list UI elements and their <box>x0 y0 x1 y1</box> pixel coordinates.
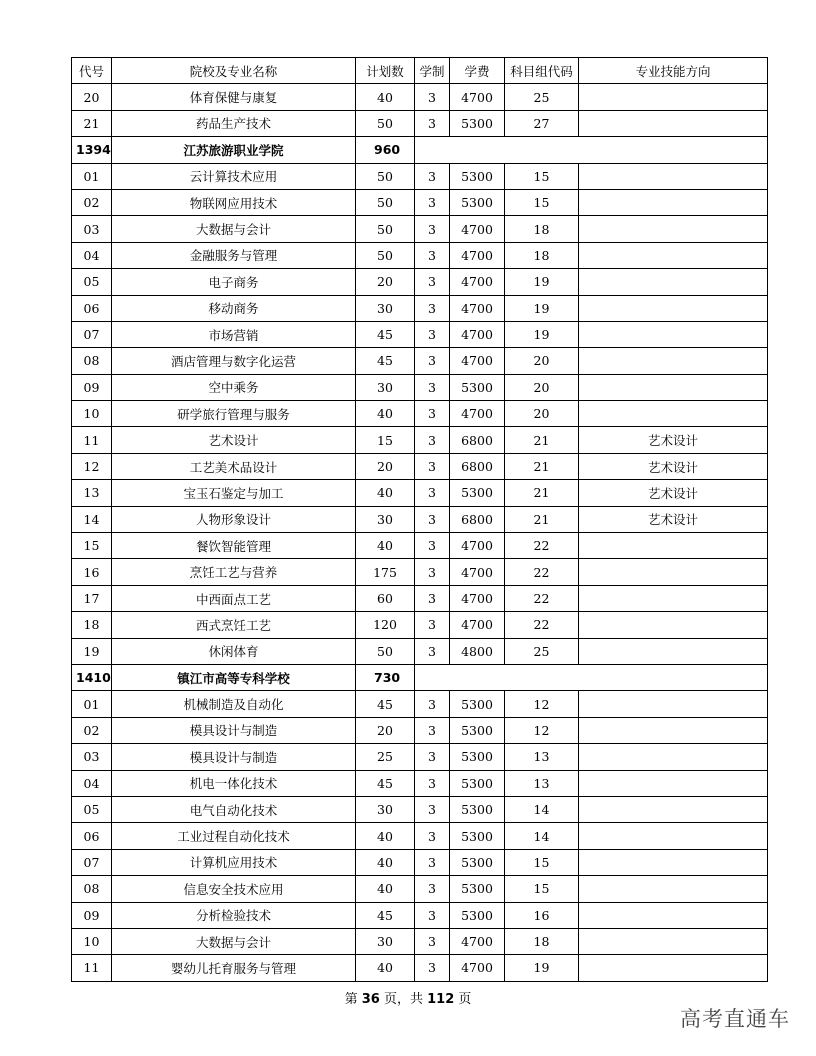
major-plan: 30 <box>356 374 415 400</box>
major-subject: 15 <box>505 189 579 215</box>
major-skill <box>579 612 768 638</box>
major-skill <box>579 295 768 321</box>
major-years: 3 <box>415 295 450 321</box>
major-subject: 15 <box>505 163 579 189</box>
major-row <box>72 876 768 902</box>
major-skill <box>579 638 768 664</box>
major-fee: 5300 <box>450 823 505 849</box>
major-fee: 4700 <box>450 84 505 110</box>
major-name: 体育保健与康复 <box>112 84 356 110</box>
major-subject: 13 <box>505 744 579 770</box>
major-years: 3 <box>415 638 450 664</box>
major-skill <box>579 348 768 374</box>
major-subject: 21 <box>505 480 579 506</box>
major-fee: 4700 <box>450 242 505 268</box>
major-skill <box>579 321 768 347</box>
major-years: 3 <box>415 216 450 242</box>
major-code: 01 <box>72 691 112 717</box>
major-fee: 5300 <box>450 717 505 743</box>
major-years: 3 <box>415 427 450 453</box>
table-body <box>72 84 768 981</box>
major-name: 餐饮智能管理 <box>112 533 356 559</box>
major-plan: 20 <box>356 269 415 295</box>
major-subject: 20 <box>505 401 579 427</box>
major-row <box>72 321 768 347</box>
header-fee: 学费 <box>450 58 505 84</box>
major-row <box>72 427 768 453</box>
major-fee: 4700 <box>450 295 505 321</box>
major-years: 3 <box>415 110 450 136</box>
major-plan: 50 <box>356 110 415 136</box>
major-plan: 45 <box>356 348 415 374</box>
major-skill <box>579 770 768 796</box>
header-name: 院校及专业名称 <box>112 58 356 84</box>
major-name: 物联网应用技术 <box>112 189 356 215</box>
major-name: 艺术设计 <box>112 427 356 453</box>
major-years: 3 <box>415 612 450 638</box>
major-skill <box>579 823 768 849</box>
major-years: 3 <box>415 269 450 295</box>
major-years: 3 <box>415 585 450 611</box>
major-fee: 5300 <box>450 744 505 770</box>
major-fee: 4700 <box>450 955 505 981</box>
major-fee: 4700 <box>450 401 505 427</box>
major-code: 02 <box>72 189 112 215</box>
major-plan: 45 <box>356 691 415 717</box>
major-fee: 5300 <box>450 849 505 875</box>
major-subject: 25 <box>505 84 579 110</box>
major-skill <box>579 189 768 215</box>
major-code: 20 <box>72 84 112 110</box>
major-subject: 14 <box>505 796 579 822</box>
major-plan: 25 <box>356 744 415 770</box>
major-fee: 5300 <box>450 163 505 189</box>
page-number: 36 <box>361 992 380 1007</box>
major-years: 3 <box>415 480 450 506</box>
major-fee: 4700 <box>450 216 505 242</box>
major-name: 云计算技术应用 <box>112 163 356 189</box>
major-subject: 12 <box>505 691 579 717</box>
major-plan: 20 <box>356 453 415 479</box>
footer-prefix: 第 <box>344 992 362 1007</box>
major-plan: 40 <box>356 480 415 506</box>
school-plan-total: 960 <box>356 137 415 163</box>
major-years: 3 <box>415 770 450 796</box>
major-name: 信息安全技术应用 <box>112 876 356 902</box>
major-fee: 5300 <box>450 110 505 136</box>
major-row <box>72 955 768 981</box>
header-plan: 计划数 <box>356 58 415 84</box>
major-skill <box>579 955 768 981</box>
major-name: 模具设计与制造 <box>112 717 356 743</box>
major-row <box>72 163 768 189</box>
major-code: 07 <box>72 321 112 347</box>
major-years: 3 <box>415 902 450 928</box>
major-fee: 4700 <box>450 928 505 954</box>
major-plan: 30 <box>356 506 415 532</box>
major-skill <box>579 744 768 770</box>
major-subject: 19 <box>505 269 579 295</box>
major-code: 07 <box>72 849 112 875</box>
major-years: 3 <box>415 321 450 347</box>
major-name: 大数据与会计 <box>112 216 356 242</box>
major-row <box>72 902 768 928</box>
major-code: 16 <box>72 559 112 585</box>
major-skill <box>579 585 768 611</box>
major-skill <box>579 84 768 110</box>
major-subject: 22 <box>505 559 579 585</box>
school-code: 1410 <box>72 664 112 690</box>
major-name: 分析检验技术 <box>112 902 356 928</box>
major-plan: 40 <box>356 401 415 427</box>
major-subject: 14 <box>505 823 579 849</box>
major-skill <box>579 163 768 189</box>
major-code: 03 <box>72 216 112 242</box>
major-code: 09 <box>72 902 112 928</box>
major-subject: 16 <box>505 902 579 928</box>
major-row <box>72 110 768 136</box>
major-subject: 22 <box>505 585 579 611</box>
school-row-blank <box>415 137 768 163</box>
major-skill <box>579 216 768 242</box>
major-fee: 6800 <box>450 453 505 479</box>
major-plan: 175 <box>356 559 415 585</box>
major-row <box>72 506 768 532</box>
major-code: 02 <box>72 717 112 743</box>
major-name: 人物形象设计 <box>112 506 356 532</box>
watermark-text: 高考直通车 <box>680 1007 790 1031</box>
major-subject: 22 <box>505 612 579 638</box>
major-plan: 20 <box>356 717 415 743</box>
major-subject: 19 <box>505 955 579 981</box>
major-skill <box>579 401 768 427</box>
major-code: 04 <box>72 770 112 796</box>
major-subject: 21 <box>505 506 579 532</box>
major-plan: 45 <box>356 902 415 928</box>
major-years: 3 <box>415 691 450 717</box>
major-subject: 19 <box>505 321 579 347</box>
major-fee: 4700 <box>450 348 505 374</box>
major-code: 17 <box>72 585 112 611</box>
major-years: 3 <box>415 928 450 954</box>
major-skill <box>579 533 768 559</box>
header-skill: 专业技能方向 <box>579 58 768 84</box>
footer-suffix: 页 <box>454 992 472 1007</box>
major-fee: 6800 <box>450 506 505 532</box>
major-plan: 40 <box>356 955 415 981</box>
major-plan: 50 <box>356 216 415 242</box>
major-row <box>72 242 768 268</box>
major-fee: 4700 <box>450 585 505 611</box>
major-subject: 19 <box>505 295 579 321</box>
major-plan: 30 <box>356 295 415 321</box>
major-years: 3 <box>415 163 450 189</box>
major-name: 宝玉石鉴定与加工 <box>112 480 356 506</box>
major-name: 烹饪工艺与营养 <box>112 559 356 585</box>
major-fee: 6800 <box>450 427 505 453</box>
major-skill <box>579 717 768 743</box>
major-row <box>72 533 768 559</box>
major-code: 10 <box>72 401 112 427</box>
major-plan: 15 <box>356 427 415 453</box>
major-plan: 40 <box>356 533 415 559</box>
major-row <box>72 638 768 664</box>
major-skill <box>579 242 768 268</box>
major-row <box>72 189 768 215</box>
major-name: 工业过程自动化技术 <box>112 823 356 849</box>
major-name: 酒店管理与数字化运营 <box>112 348 356 374</box>
major-fee: 4700 <box>450 269 505 295</box>
major-row <box>72 928 768 954</box>
footer-middle: 页，共 <box>379 992 428 1007</box>
major-row <box>72 295 768 321</box>
major-plan: 30 <box>356 796 415 822</box>
major-code: 08 <box>72 876 112 902</box>
major-code: 05 <box>72 796 112 822</box>
major-row <box>72 691 768 717</box>
major-code: 21 <box>72 110 112 136</box>
major-row <box>72 453 768 479</box>
major-name: 婴幼儿托育服务与管理 <box>112 955 356 981</box>
major-years: 3 <box>415 242 450 268</box>
major-name: 机械制造及自动化 <box>112 691 356 717</box>
major-years: 3 <box>415 744 450 770</box>
major-fee: 4800 <box>450 638 505 664</box>
major-name: 休闲体育 <box>112 638 356 664</box>
major-plan: 120 <box>356 612 415 638</box>
major-row <box>72 796 768 822</box>
major-skill: 艺术设计 <box>579 427 768 453</box>
major-name: 西式烹饪工艺 <box>112 612 356 638</box>
major-plan: 50 <box>356 638 415 664</box>
major-name: 市场营销 <box>112 321 356 347</box>
major-code: 05 <box>72 269 112 295</box>
major-years: 3 <box>415 823 450 849</box>
major-skill <box>579 902 768 928</box>
major-row <box>72 612 768 638</box>
header-code: 代号 <box>72 58 112 84</box>
major-years: 3 <box>415 453 450 479</box>
major-code: 04 <box>72 242 112 268</box>
major-code: 01 <box>72 163 112 189</box>
school-row <box>72 137 768 163</box>
major-name: 大数据与会计 <box>112 928 356 954</box>
major-name: 研学旅行管理与服务 <box>112 401 356 427</box>
major-fee: 5300 <box>450 770 505 796</box>
major-name: 中西面点工艺 <box>112 585 356 611</box>
major-years: 3 <box>415 401 450 427</box>
major-skill <box>579 110 768 136</box>
major-code: 10 <box>72 928 112 954</box>
major-code: 08 <box>72 348 112 374</box>
major-skill <box>579 928 768 954</box>
major-skill: 艺术设计 <box>579 480 768 506</box>
major-subject: 21 <box>505 427 579 453</box>
major-code: 13 <box>72 480 112 506</box>
major-skill <box>579 796 768 822</box>
major-fee: 5300 <box>450 480 505 506</box>
major-plan: 50 <box>356 163 415 189</box>
major-name: 电气自动化技术 <box>112 796 356 822</box>
major-plan: 50 <box>356 242 415 268</box>
major-name: 机电一体化技术 <box>112 770 356 796</box>
major-code: 18 <box>72 612 112 638</box>
school-name: 镇江市高等专科学校 <box>112 664 356 690</box>
major-row <box>72 770 768 796</box>
major-code: 06 <box>72 823 112 849</box>
major-code: 03 <box>72 744 112 770</box>
major-subject: 13 <box>505 770 579 796</box>
page-total: 112 <box>427 992 455 1007</box>
major-row <box>72 559 768 585</box>
major-subject: 18 <box>505 216 579 242</box>
header-years: 学制 <box>415 58 450 84</box>
major-subject: 22 <box>505 533 579 559</box>
major-row <box>72 216 768 242</box>
major-years: 3 <box>415 559 450 585</box>
school-name: 江苏旅游职业学院 <box>112 137 356 163</box>
major-years: 3 <box>415 506 450 532</box>
major-plan: 45 <box>356 770 415 796</box>
major-code: 12 <box>72 453 112 479</box>
major-years: 3 <box>415 348 450 374</box>
major-name: 工艺美术品设计 <box>112 453 356 479</box>
major-row <box>72 823 768 849</box>
table-header-row <box>72 58 768 84</box>
major-years: 3 <box>415 189 450 215</box>
major-skill <box>579 269 768 295</box>
major-row <box>72 374 768 400</box>
major-code: 11 <box>72 427 112 453</box>
major-skill <box>579 559 768 585</box>
school-code: 1394 <box>72 137 112 163</box>
major-fee: 4700 <box>450 321 505 347</box>
major-skill <box>579 691 768 717</box>
major-name: 药品生产技术 <box>112 110 356 136</box>
school-plan-total: 730 <box>356 664 415 690</box>
major-subject: 25 <box>505 638 579 664</box>
major-row <box>72 585 768 611</box>
major-row <box>72 348 768 374</box>
major-subject: 15 <box>505 849 579 875</box>
major-subject: 20 <box>505 348 579 374</box>
major-fee: 4700 <box>450 612 505 638</box>
major-subject: 18 <box>505 928 579 954</box>
major-row <box>72 401 768 427</box>
major-years: 3 <box>415 374 450 400</box>
major-plan: 40 <box>356 84 415 110</box>
major-subject: 27 <box>505 110 579 136</box>
major-code: 19 <box>72 638 112 664</box>
header-subject: 科目组代码 <box>505 58 579 84</box>
major-fee: 5300 <box>450 374 505 400</box>
major-skill: 艺术设计 <box>579 453 768 479</box>
major-name: 移动商务 <box>112 295 356 321</box>
major-plan: 45 <box>356 321 415 347</box>
major-years: 3 <box>415 876 450 902</box>
major-years: 3 <box>415 533 450 559</box>
major-row <box>72 717 768 743</box>
major-row <box>72 269 768 295</box>
school-row-blank <box>415 664 768 690</box>
enrollment-plan-table <box>71 57 768 982</box>
major-fee: 5300 <box>450 189 505 215</box>
major-plan: 40 <box>356 823 415 849</box>
major-code: 15 <box>72 533 112 559</box>
major-subject: 21 <box>505 453 579 479</box>
major-name: 空中乘务 <box>112 374 356 400</box>
major-skill <box>579 876 768 902</box>
major-plan: 30 <box>356 928 415 954</box>
major-years: 3 <box>415 955 450 981</box>
major-fee: 5300 <box>450 691 505 717</box>
major-subject: 15 <box>505 876 579 902</box>
major-name: 金融服务与管理 <box>112 242 356 268</box>
major-name: 模具设计与制造 <box>112 744 356 770</box>
major-fee: 5300 <box>450 902 505 928</box>
major-fee: 4700 <box>450 559 505 585</box>
major-code: 06 <box>72 295 112 321</box>
major-code: 11 <box>72 955 112 981</box>
major-code: 09 <box>72 374 112 400</box>
major-years: 3 <box>415 717 450 743</box>
school-row <box>72 664 768 690</box>
major-plan: 40 <box>356 849 415 875</box>
major-subject: 12 <box>505 717 579 743</box>
major-skill: 艺术设计 <box>579 506 768 532</box>
major-years: 3 <box>415 849 450 875</box>
major-skill <box>579 849 768 875</box>
major-fee: 5300 <box>450 876 505 902</box>
major-plan: 40 <box>356 876 415 902</box>
major-years: 3 <box>415 84 450 110</box>
major-row <box>72 480 768 506</box>
major-skill <box>579 374 768 400</box>
major-fee: 5300 <box>450 796 505 822</box>
major-code: 14 <box>72 506 112 532</box>
major-row <box>72 84 768 110</box>
major-subject: 18 <box>505 242 579 268</box>
major-plan: 50 <box>356 189 415 215</box>
major-row <box>72 744 768 770</box>
major-fee: 4700 <box>450 533 505 559</box>
major-subject: 20 <box>505 374 579 400</box>
major-years: 3 <box>415 796 450 822</box>
major-row <box>72 849 768 875</box>
major-name: 电子商务 <box>112 269 356 295</box>
major-plan: 60 <box>356 585 415 611</box>
major-name: 计算机应用技术 <box>112 849 356 875</box>
